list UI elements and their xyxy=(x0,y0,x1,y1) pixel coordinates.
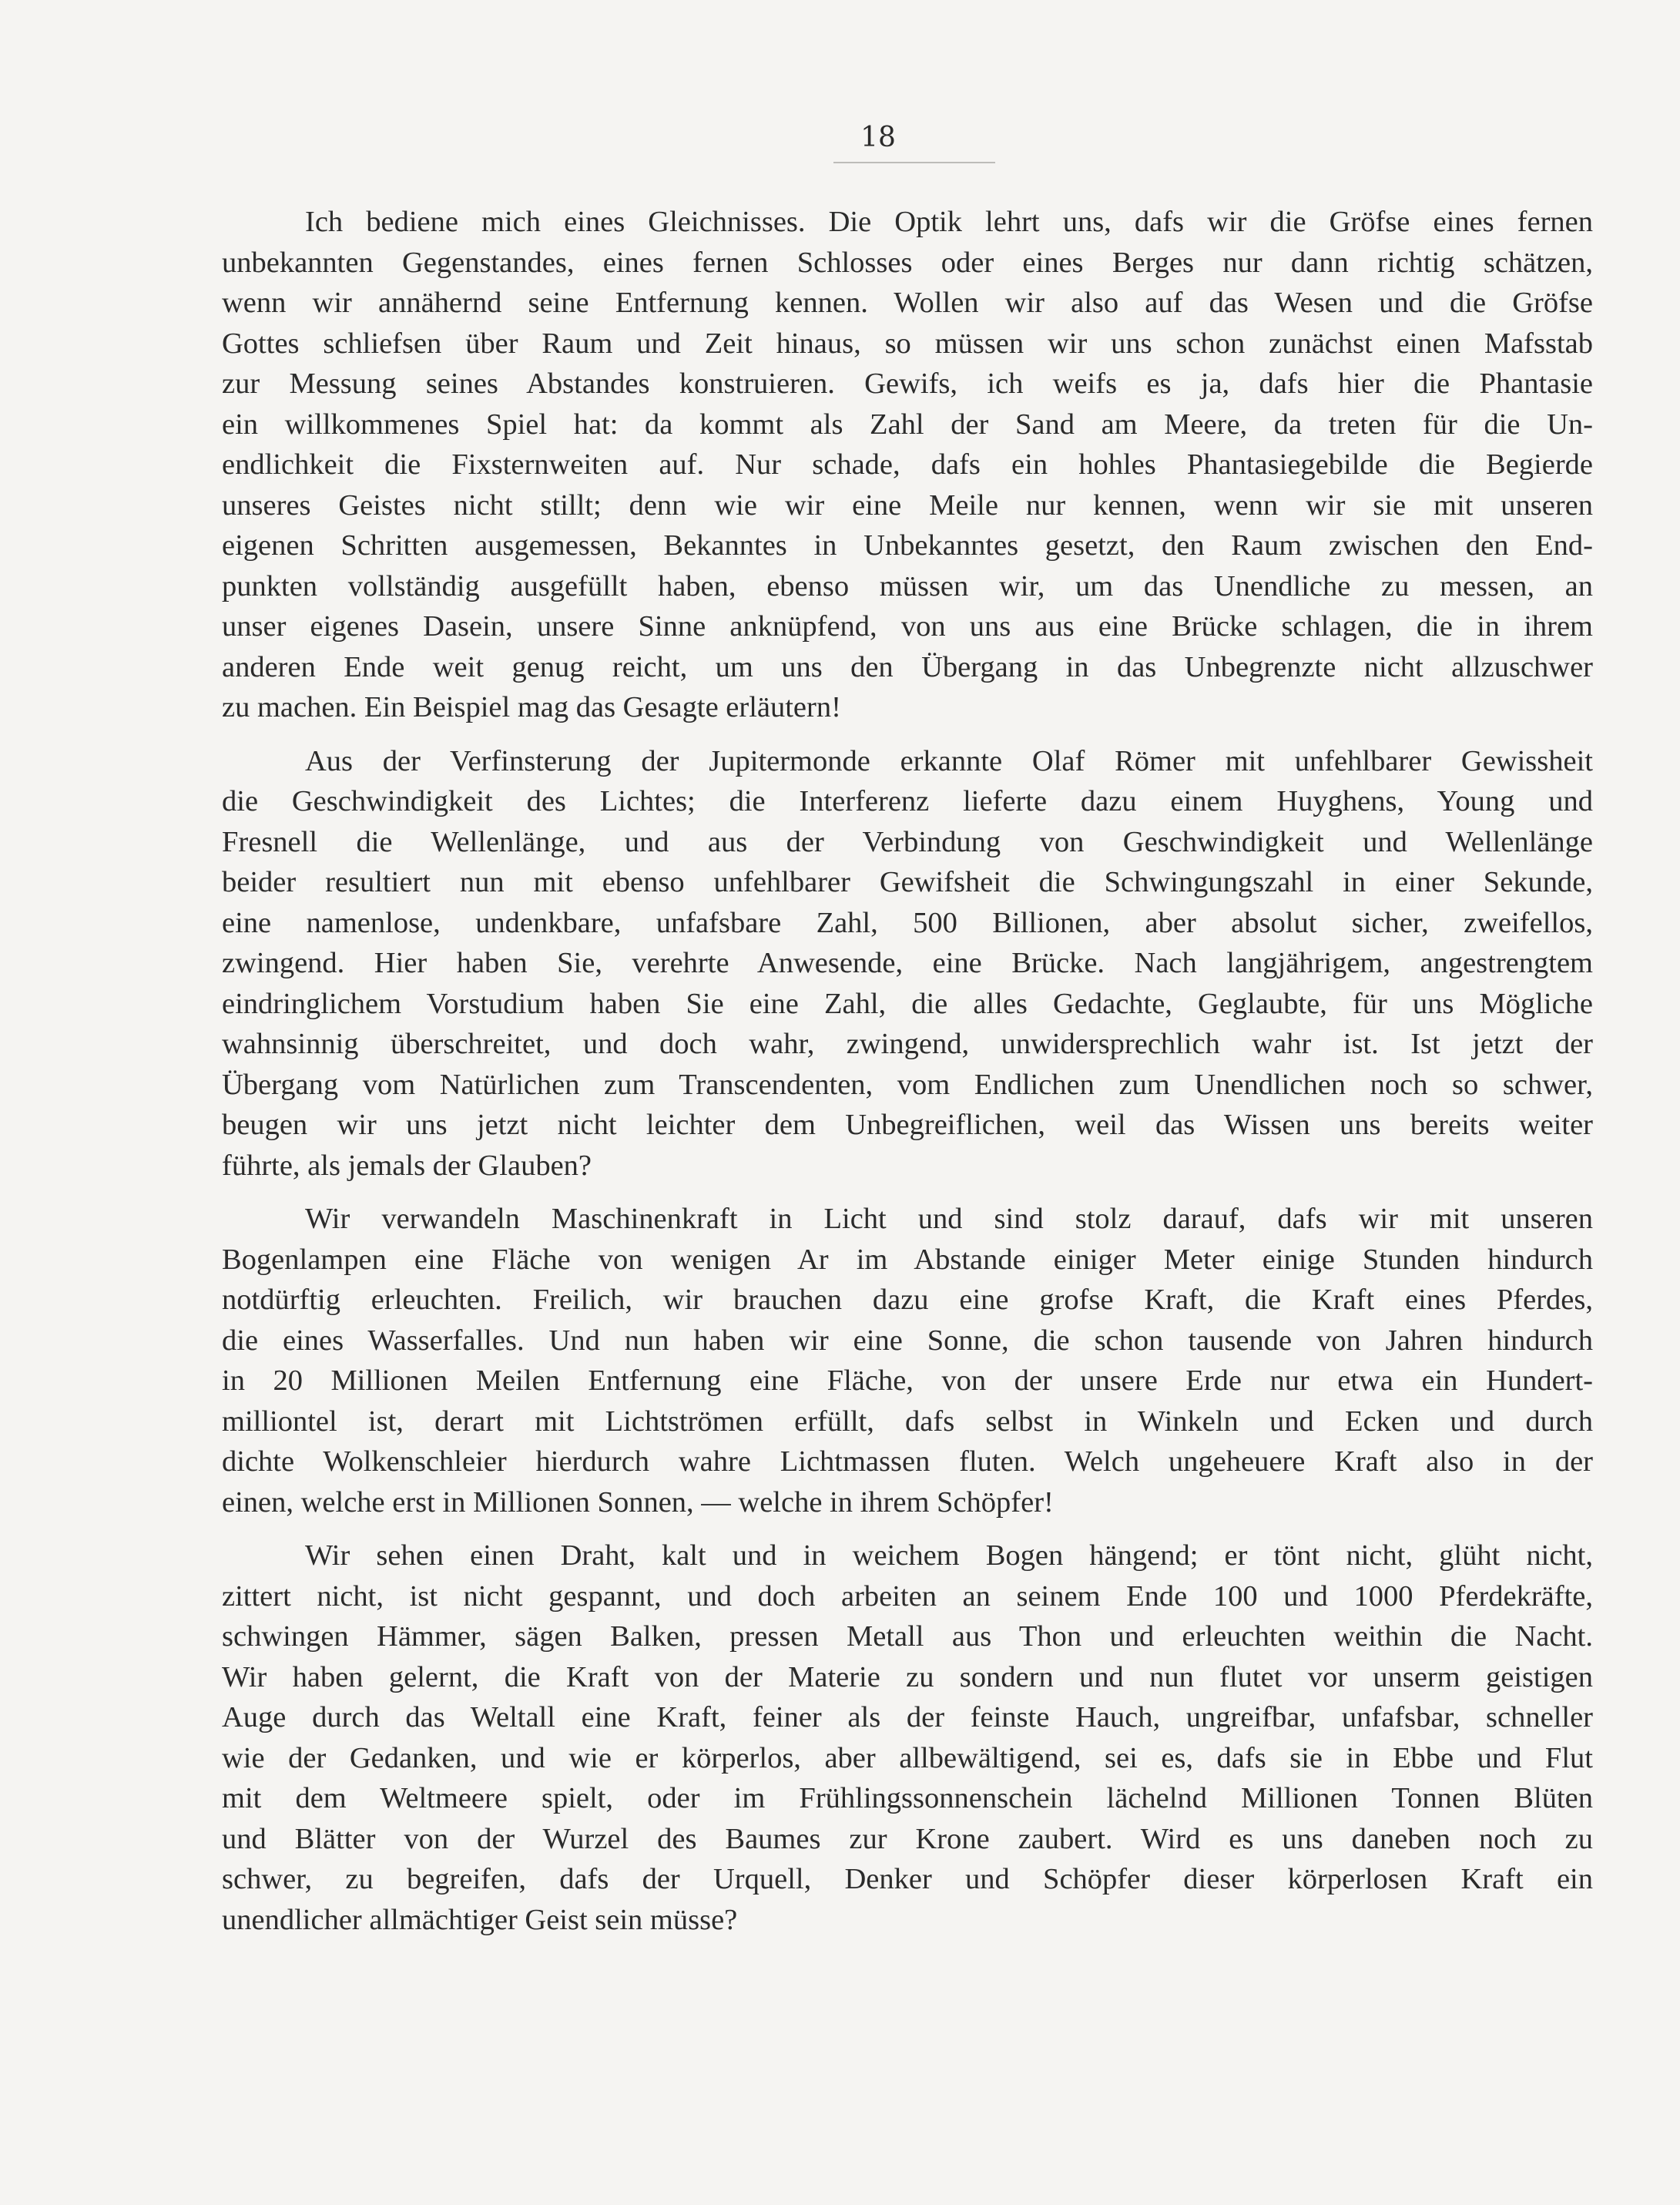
text-line: Ich bediene mich eines Gleichnisses. Die Optik lehrt uns, dafs wir die Gröfse eines fernen xyxy=(305,206,1593,238)
text-line: schwer, zu begreifen, dafs der Urquell, Denker und Schöpfer dieser körperlosen Kraft ein xyxy=(222,1863,1593,1895)
text-line: beugen wir uns jetzt nicht leichter dem Unbegreiflichen, weil das Wissen uns bereits weiter xyxy=(222,1109,1593,1141)
text-line: unseres Geistes nicht stillt; denn wie wir eine Meile nur kennen, wenn wir sie mit unseren xyxy=(222,488,1593,522)
text-line: Wir verwandeln Maschinenkraft in Licht und sind stolz darauf, dafs wir mit unseren xyxy=(305,1203,1593,1235)
text-line: Fresnell die Wellenlänge, und aus der Verbindung von Geschwindigkeit und Wellenlänge xyxy=(222,825,1593,858)
text-line: Gottes schliefsen über Raum und Zeit hinaus, so müssen wir uns schon zunächst einen Mafsstab xyxy=(222,327,1593,360)
text-line: unbekannten Gegenstandes, eines fernen Schlosses oder eines Berges nur dann richtig schätzen, xyxy=(222,246,1593,279)
text-line: Wir haben gelernt, die Kraft von der Materie zu sondern und nun flutet vor unserm geistigen xyxy=(222,1660,1593,1693)
text-line: eindringlichem Vorstudium haben Sie eine Zahl, die alles Gedachte, Geglaubte, für uns Mögliche xyxy=(222,987,1593,1020)
text-line: wie der Gedanken, und wie er körperlos, aber allbewältigend, sei es, dafs sie in Ebbe und Flut xyxy=(222,1741,1593,1774)
text-line: Aus der Verfinsterung der Jupitermonde erkannte Olaf Römer mit unfehlbarer Gewissheit xyxy=(305,744,1593,777)
paragraph-3 xyxy=(222,1199,1593,1522)
text-line: endlichkeit die Fixsternweiten auf. Nur schade, dafs ein hohles Phantasiegebilde die Begierde xyxy=(222,448,1593,481)
text-line: Auge durch das Weltall eine Kraft, feiner als der feinste Hauch, ungreifbar, unfafsbar, schneller xyxy=(222,1701,1593,1733)
paragraph-4 xyxy=(222,1535,1593,1940)
text-line: mit dem Weltmeere spielt, oder im Frühlingssonnenschein lächelnd Millionen Tonnen Blüten xyxy=(222,1782,1593,1814)
text-line: milliontel ist, derart mit Lichtströmen erfüllt, dafs selbst in Winkeln und Ecken und durch xyxy=(222,1405,1593,1438)
page-number-rule xyxy=(833,162,995,163)
text-line: zu machen. Ein Beispiel mag das Gesagte erläutern! xyxy=(222,691,841,723)
text-line: zur Messung seines Abstandes konstruieren. Gewifs, ich weifs es ja, dafs hier die Phantasie xyxy=(222,368,1593,400)
text-line: einen, welche erst in Millionen Sonnen, — welche in ihrem Schöpfer! xyxy=(222,1485,1054,1519)
paragraph-1 xyxy=(222,202,1593,728)
text-line: die eines Wasserfalles. Und nun haben wir eine Sonne, die schon tausende von Jahren hindurch xyxy=(222,1324,1593,1357)
text-line: beider resultiert nun mit ebenso unfehlbarer Gewifsheit die Schwingungszahl in einer Sekunde, xyxy=(222,866,1593,898)
text-line: dichte Wolkenschleier hierdurch wahre Lichtmassen fluten. Welch ungeheuere Kraft also in der xyxy=(222,1445,1593,1478)
text-line: wenn wir annähernd seine Entfernung kennen. Wollen wir also auf das Wesen und die Gröfse xyxy=(222,287,1593,319)
text-line: die Geschwindigkeit des Lichtes; die Interferenz lieferte dazu einem Huyghens, Young und xyxy=(222,785,1593,817)
page-number: 18 xyxy=(860,122,896,153)
paragraph-2 xyxy=(222,741,1593,1186)
text-line: Übergang vom Natürlichen zum Transcendenten, vom Endlichen zum Unendlichen noch so schwer, xyxy=(222,1068,1593,1101)
text-line: wahnsinnig überschreitet, und doch wahr, zwingend, unwidersprechlich wahr ist. Ist jetzt der xyxy=(222,1028,1593,1060)
text-line: ein willkommenes Spiel hat: da kommt als Zahl der Sand am Meere, da treten für die Un- xyxy=(222,408,1593,441)
text-line: und Blätter von der Wurzel des Baumes zur Krone zaubert. Wird es uns daneben noch zu xyxy=(222,1822,1593,1855)
text-line: eigenen Schritten ausgemessen, Bekanntes in Unbekanntes gesetzt, den Raum zwischen den End- xyxy=(222,529,1593,562)
text-line: punkten vollständig ausgefüllt haben, ebenso müssen wir, um das Unendliche zu messen, an xyxy=(222,569,1593,602)
body-text xyxy=(222,202,1593,1953)
text-line: führte, als jemals der Glauben? xyxy=(222,1149,592,1182)
text-line: zittert nicht, ist nicht gespannt, und doch arbeiten an seinem Ende 100 und 1000 Pferdekräfte, xyxy=(222,1579,1593,1613)
text-line: schwingen Hämmer, sägen Balken, pressen Metall aus Thon und erleuchten weithin die Nacht. xyxy=(222,1620,1593,1653)
text-line: unendlicher allmächtiger Geist sein müsse? xyxy=(222,1903,738,1936)
text-line: in 20 Millionen Meilen Entfernung eine Fläche, von der unsere Erde nur etwa ein Hundert- xyxy=(222,1364,1593,1397)
text-line: Bogenlampen eine Fläche von wenigen Ar im Abstande einiger Meter einige Stunden hindurch xyxy=(222,1243,1593,1276)
text-line: eine namenlose, undenkbare, unfafsbare Zahl, 500 Billionen, aber absolut sicher, zweifellos, xyxy=(222,906,1593,939)
text-line: Wir sehen einen Draht, kalt und in weichem Bogen hängend; er tönt nicht, glüht nicht, xyxy=(305,1539,1593,1572)
text-line: zwingend. Hier haben Sie, verehrte Anwesende, eine Brücke. Nach langjährigem, angestrengtem xyxy=(222,947,1593,979)
text-line: notdürftig erleuchten. Freilich, wir brauchen dazu eine grofse Kraft, die Kraft eines Pferdes, xyxy=(222,1284,1593,1316)
text-line: anderen Ende weit genug reicht, um uns den Übergang in das Unbegrenzte nicht allzuschwer xyxy=(222,650,1593,683)
text-line: unser eigenes Dasein, unsere Sinne anknüpfend, von uns aus eine Brücke schlagen, die in ihrem xyxy=(222,610,1593,643)
